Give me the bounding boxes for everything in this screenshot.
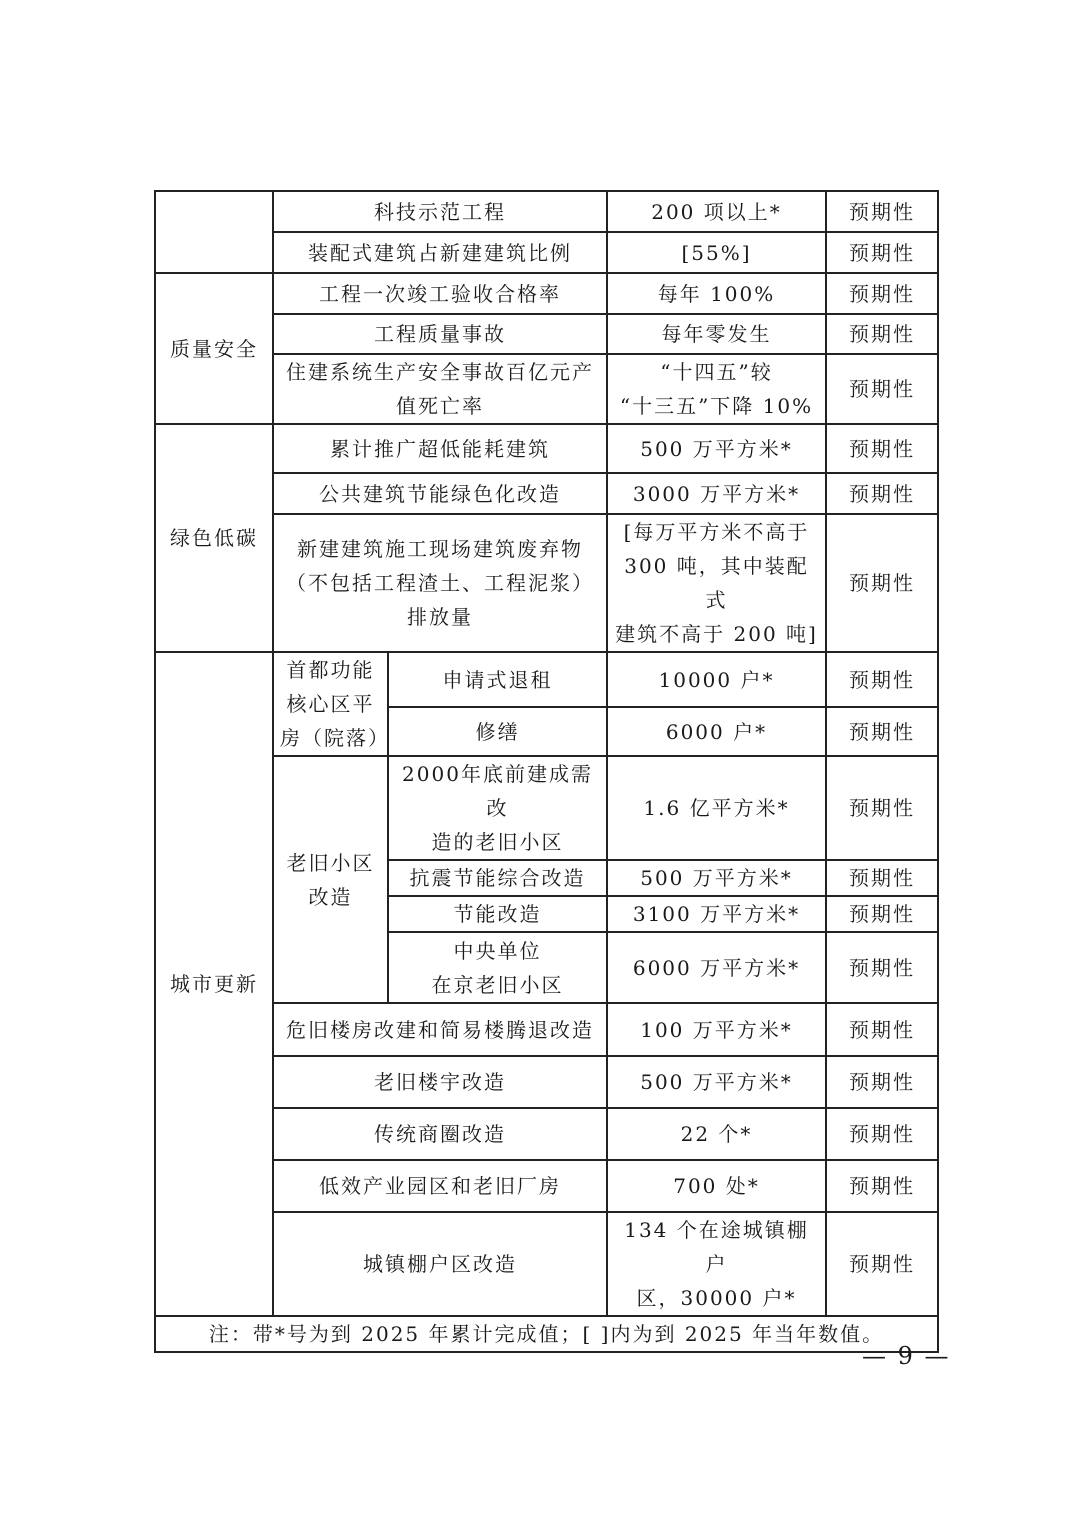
nature-cell: 预期性	[826, 860, 938, 896]
item-cell: 节能改造	[388, 896, 607, 932]
target-cell: 500 万平方米*	[607, 860, 826, 896]
table-note-row	[155, 1316, 938, 1352]
table-row	[155, 1056, 938, 1108]
nature-cell: 预期性	[826, 232, 938, 273]
nature-cell: 预期性	[826, 354, 938, 424]
target-line: [每万平方米不高于	[623, 520, 810, 544]
table-row	[155, 473, 938, 514]
item-line: （不包括工程渣土、工程泥浆）	[286, 571, 594, 595]
category-green-low-carbon: 绿色低碳	[155, 424, 273, 652]
table-row	[155, 232, 938, 273]
subcategory-line: 房（院落）	[280, 726, 390, 750]
table-row	[155, 1160, 938, 1212]
target-cell	[607, 514, 826, 652]
page-number: — 9 —	[862, 1342, 951, 1370]
item-cell: 低效产业园区和老旧厂房	[273, 1160, 607, 1212]
target-cell	[607, 354, 826, 424]
item-cell	[273, 514, 607, 652]
target-cell	[607, 1212, 826, 1316]
target-cell: 6000 万平方米*	[607, 932, 826, 1003]
item-line: 住建系统生产安全事故百亿元产	[286, 360, 594, 384]
target-cell: [55%]	[607, 232, 826, 273]
table-row	[155, 273, 938, 314]
nature-cell: 预期性	[826, 514, 938, 652]
target-cell: 3100 万平方米*	[607, 896, 826, 932]
target-cell: 22 个*	[607, 1108, 826, 1160]
table-row	[155, 424, 938, 473]
table-row	[155, 1212, 938, 1316]
table-row	[155, 1108, 938, 1160]
item-line: 中央单位	[453, 938, 542, 963]
target-cell: 100 万平方米*	[607, 1003, 826, 1056]
item-cell: 修缮	[388, 707, 607, 756]
indicator-table	[154, 190, 939, 1353]
table-row	[155, 354, 938, 424]
subcategory-core-area	[273, 652, 388, 756]
item-cell	[388, 756, 607, 860]
target-cell: 6000 户*	[607, 707, 826, 756]
nature-cell: 预期性	[826, 896, 938, 932]
target-cell: 3000 万平方米*	[607, 473, 826, 514]
target-line: “十三五”下降 10%	[619, 394, 814, 418]
table-row	[155, 314, 938, 354]
target-cell: 700 处*	[607, 1160, 826, 1212]
item-cell: 公共建筑节能绿色化改造	[273, 473, 607, 514]
target-line: 建筑不高于 200 吨]	[615, 622, 818, 646]
nature-cell: 预期性	[826, 314, 938, 354]
target-line: 300 吨，其中装配式	[624, 554, 809, 612]
nature-cell: 预期性	[826, 1160, 938, 1212]
nature-cell: 预期性	[826, 1212, 938, 1316]
item-line: 排放量	[407, 605, 473, 629]
nature-cell: 预期性	[826, 424, 938, 473]
item-cell: 装配式建筑占新建建筑比例	[273, 232, 607, 273]
item-cell: 传统商圈改造	[273, 1108, 607, 1160]
target-cell: 1.6 亿平方米*	[607, 756, 826, 860]
target-cell: 200 项以上*	[607, 191, 826, 232]
nature-cell: 预期性	[826, 1003, 938, 1056]
item-cell: 累计推广超低能耗建筑	[273, 424, 607, 473]
subcategory-line: 老旧小区	[286, 850, 375, 875]
subcategory-line: 核心区平	[286, 692, 375, 716]
target-line: 区，30000 户*	[636, 1286, 797, 1310]
table-note: 注：带*号为到 2025 年累计完成值；[ ]内为到 2025 年当年数值。	[155, 1316, 938, 1352]
target-cell: 500 万平方米*	[607, 1056, 826, 1108]
item-cell: 城镇棚户区改造	[273, 1212, 607, 1316]
nature-cell: 预期性	[826, 707, 938, 756]
item-line: 值死亡率	[396, 394, 484, 418]
item-line: 在京老旧小区	[431, 972, 564, 997]
table-row	[155, 652, 938, 707]
category-urban-renewal: 城市更新	[155, 652, 273, 1316]
nature-cell: 预期性	[826, 191, 938, 232]
target-line: “十四五”较	[660, 360, 773, 384]
item-line: 2000年底前建成需改	[402, 762, 593, 820]
item-cell: 老旧楼宇改造	[273, 1056, 607, 1108]
item-cell: 工程质量事故	[273, 314, 607, 354]
category-quality-safety: 质量安全	[155, 273, 273, 424]
target-cell: 每年 100%	[607, 273, 826, 314]
subcategory-line: 首都功能	[286, 658, 375, 682]
nature-cell: 预期性	[826, 273, 938, 314]
target-cell: 10000 户*	[607, 652, 826, 707]
table-row	[155, 756, 938, 860]
item-cell: 工程一次竣工验收合格率	[273, 273, 607, 314]
table-row	[155, 514, 938, 652]
nature-cell: 预期性	[826, 1056, 938, 1108]
item-cell	[273, 354, 607, 424]
item-line: 新建建筑施工现场建筑废弃物	[297, 537, 583, 561]
nature-cell: 预期性	[826, 652, 938, 707]
item-cell: 科技示范工程	[273, 191, 607, 232]
target-cell: 500 万平方米*	[607, 424, 826, 473]
item-cell	[388, 932, 607, 1003]
target-line: 134 个在途城镇棚户	[624, 1218, 809, 1276]
nature-cell: 预期性	[826, 932, 938, 1003]
subcategory-old-community	[273, 756, 388, 1003]
nature-cell: 预期性	[826, 756, 938, 860]
item-cell: 抗震节能综合改造	[388, 860, 607, 896]
nature-cell: 预期性	[826, 1108, 938, 1160]
subcategory-line: 改造	[308, 884, 353, 909]
target-cell: 每年零发生	[607, 314, 826, 354]
item-line: 造的老旧小区	[431, 830, 564, 854]
item-cell: 申请式退租	[388, 652, 607, 707]
item-cell: 危旧楼房改建和简易楼腾退改造	[273, 1003, 607, 1056]
category-cell-blank	[155, 191, 273, 273]
table-row	[155, 191, 938, 232]
table-row	[155, 1003, 938, 1056]
nature-cell: 预期性	[826, 473, 938, 514]
